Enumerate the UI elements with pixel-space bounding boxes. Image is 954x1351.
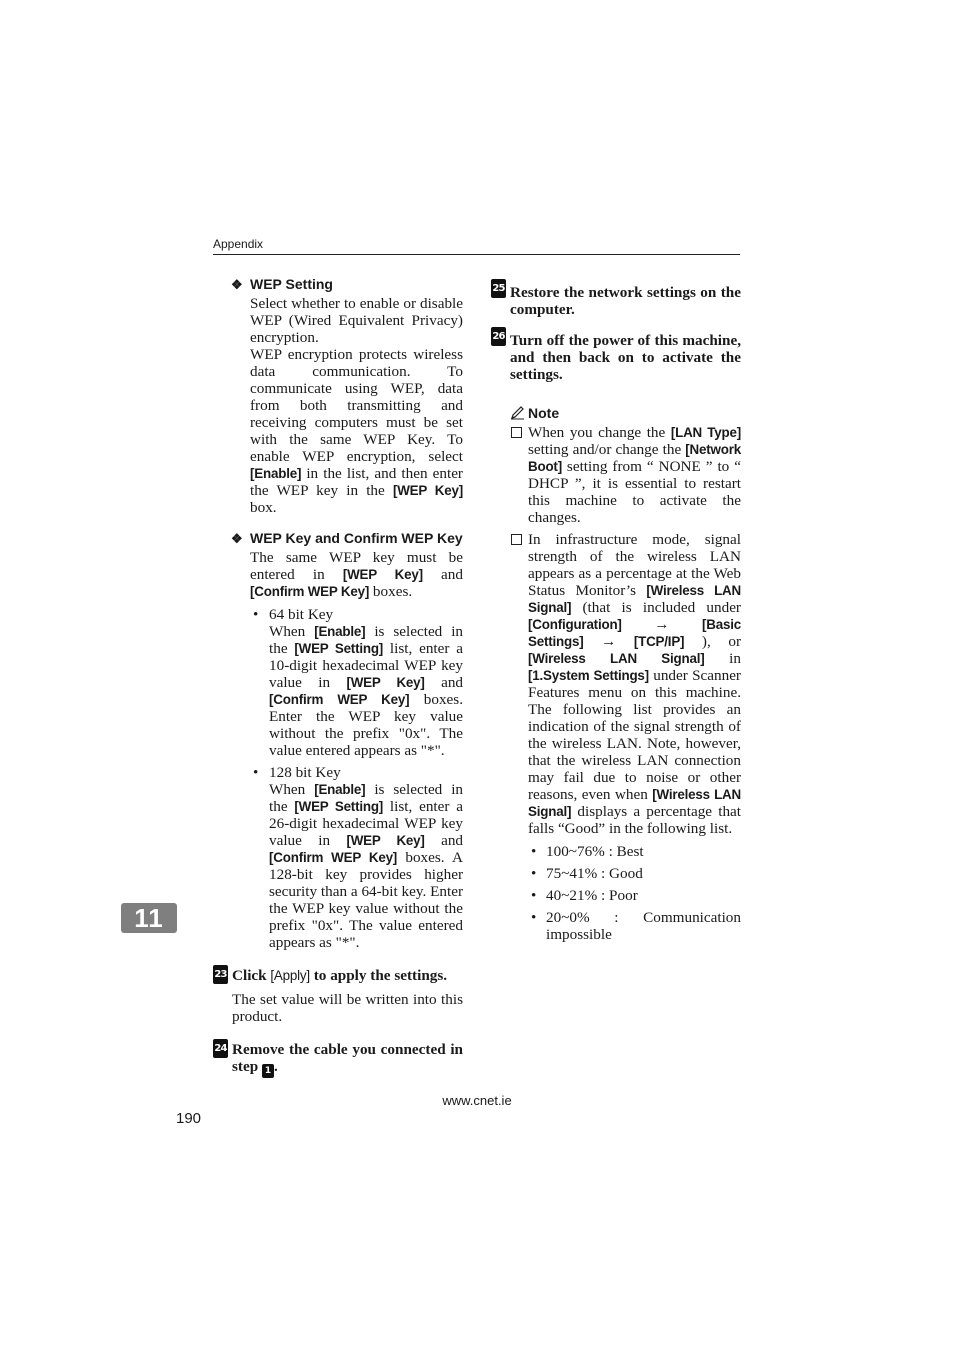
note-item: When you change the [LAN Type] setting and/or change the [Network Boot] setting from “ NONE ” to “ DHCP ”, it is essential to restart this machine to activate the changes. xyxy=(491,424,741,526)
step-26: 26 Turn off the power of this machine, and then back on to activate the settings. xyxy=(491,332,741,383)
list-item: • 100~76% : Best xyxy=(531,843,644,860)
wep-setting-p2: WEP encryption protects wireless data communication. To communicate using WEP, data from both transmitting and receiving computers must be set with the same WEP Key. To enable WEP encryption, select [Enable] in the list, and then enter the WEP key in the [WEP Key] box. xyxy=(250,346,463,516)
wep-setting-heading: ❖ WEP Setting xyxy=(231,276,333,292)
step-reference-badge: 1 xyxy=(262,1064,274,1078)
list-item: • 75~41% : Good xyxy=(531,865,643,882)
left-column xyxy=(213,276,463,1078)
footer-url: www.cnet.ie xyxy=(442,1093,512,1108)
checkbox-bullet-icon xyxy=(511,427,522,438)
note-item: In infrastructure mode, signal strength of the wireless LAN appears as a percentage at the Web Status Monitor’s [Wireless LAN Signal] (that is included under [Configuration] → [Basic Settings] → [TCP/IP] ), or [Wireless LAN Signal] in [1.System Settings] under Scanner Features menu on this machine. The following list provides an indication of the signal strength of the wireless LAN. Note, however, that the wireless LAN connection may fail due to noise or other reasons, even when [Wireless LAN Signal] displays a percentage that falls “Good” in the following list. xyxy=(491,531,741,837)
step-23: 23 Click [Apply] to apply the settings. xyxy=(214,967,448,984)
step-25: 25 Restore the network settings on the computer. xyxy=(491,284,741,318)
list-item: • 64 bit Key When [Enable] is selected in the [WEP Setting] list, enter a 10-digit hexadecimal WEP key value in [WEP Key] and [Confirm WEP Key] boxes. Enter the WEP key value without the prefix "0x". The value entered appears as "*". xyxy=(253,606,464,759)
wep-key-body: The same WEP key must be entered in [WEP Key] and [Confirm WEP Key] boxes. xyxy=(250,549,463,600)
page-number: 190 xyxy=(176,1110,202,1127)
right-column xyxy=(491,284,741,948)
step-23-body: The set value will be written into this product. xyxy=(232,991,463,1025)
list-item: • 128 bit Key When [Enable] is selected in the [WEP Setting] list, enter a 26-digit hexadecimal WEP key value in [WEP Key] and [Confirm WEP Key] boxes. A 128-bit key provides higher security than a 64-bit key. Enter the WEP key value without the prefix "0x". The value entered appears as "*". xyxy=(253,764,464,951)
step-number-badge: 23 xyxy=(213,965,228,984)
note-heading: Note xyxy=(510,405,741,422)
checkbox-bullet-icon xyxy=(511,534,522,545)
signal-level-list xyxy=(528,843,741,943)
list-item: • 40~21% : Poor xyxy=(531,887,638,904)
wep-setting-body xyxy=(250,295,463,516)
step-24: 24 Remove the cable you connected in step 1 . xyxy=(214,1041,463,1076)
step-number-badge: 24 xyxy=(213,1039,228,1058)
list-item: • 20~0% : Communication impossible xyxy=(531,909,741,943)
key-length-list xyxy=(250,606,463,951)
wep-setting-p1: Select whether to enable or disable WEP (Wired Equivalent Privacy) encryption. xyxy=(250,295,463,346)
step-number-badge: 26 xyxy=(491,327,506,346)
step-number-badge: 25 xyxy=(491,279,506,298)
pencil-note-icon xyxy=(510,406,525,420)
chapter-tab: 11 xyxy=(121,903,177,933)
diamond-bullet-icon: ❖ xyxy=(231,531,243,546)
wep-key-heading: ❖ WEP Key and Confirm WEP Key xyxy=(231,530,463,546)
running-header: Appendix xyxy=(213,237,264,251)
diamond-bullet-icon: ❖ xyxy=(231,277,243,292)
header-rule xyxy=(213,254,740,255)
